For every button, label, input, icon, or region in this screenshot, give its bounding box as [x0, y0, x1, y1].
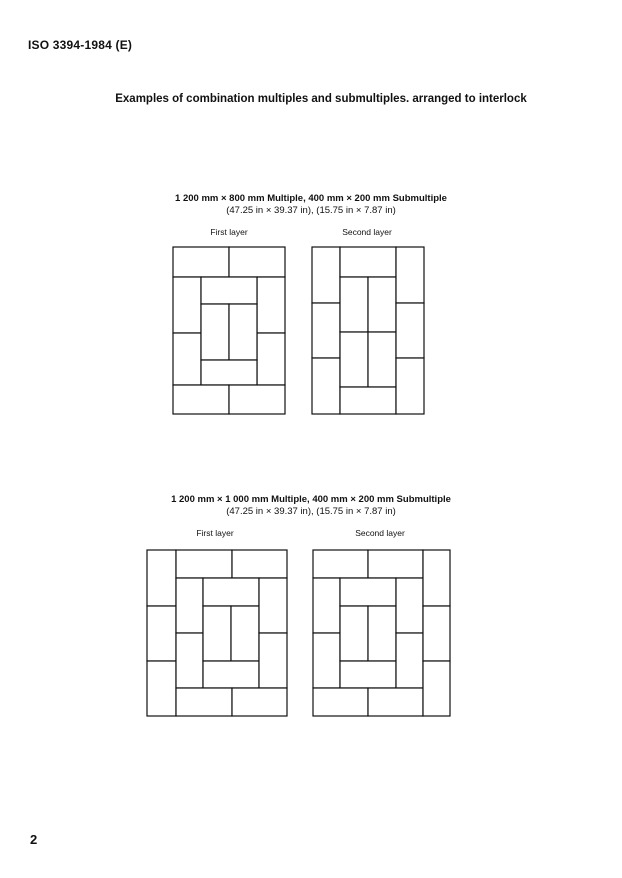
figure-1-caption [96, 193, 526, 217]
pallet-block [257, 333, 285, 385]
pallet-block [312, 303, 340, 358]
pallet-block [229, 247, 285, 277]
figure-1-second-layer-pattern [311, 246, 425, 416]
pallet-block [312, 358, 340, 414]
figure-2-first-layer-label: First layer [196, 528, 234, 538]
pallet-block [396, 303, 424, 358]
pallet-block [259, 578, 287, 633]
figure-2-caption [96, 494, 526, 518]
pallet-block [232, 688, 287, 716]
pallet-block [423, 606, 450, 661]
pallet-block [340, 661, 396, 688]
pallet-block [173, 333, 201, 385]
pallet-block [176, 688, 232, 716]
pallet-block [229, 385, 285, 414]
pallet-block [173, 277, 201, 333]
pallet-block [201, 360, 257, 385]
pallet-block [423, 550, 450, 606]
pallet-block [147, 550, 176, 606]
pallet-block [201, 277, 257, 304]
pallet-block [147, 606, 176, 661]
pallet-block [368, 606, 396, 661]
pallet-block [203, 661, 259, 688]
pallet-block [396, 247, 424, 303]
pallet-block [173, 385, 229, 414]
pallet-block [396, 358, 424, 414]
pallet-block [340, 247, 396, 277]
figure-2-caption-imperial: (47.25 in × 39.37 in), (15.75 in × 7.87 in) [226, 506, 396, 517]
pallet-block [340, 277, 368, 332]
page-number: 2 [30, 832, 38, 847]
pallet-block [313, 633, 340, 688]
document-header: ISO 3394-1984 (E) [28, 38, 133, 52]
pallet-block [229, 304, 257, 360]
pallet-block [313, 578, 340, 633]
pallet-block [232, 550, 287, 578]
pallet-block [340, 606, 368, 661]
figure-1-caption-imperial: (47.25 in × 39.37 in), (15.75 in × 7.87 in) [226, 205, 396, 216]
pallet-block [147, 661, 176, 716]
figure-1-first-layer-pattern [172, 246, 286, 416]
pallet-block [201, 304, 229, 360]
figure-1-first-layer-label: First layer [210, 227, 248, 237]
pallet-block [340, 387, 396, 414]
pallet-block [340, 578, 396, 606]
figure-1-second-layer-label: Second layer [342, 227, 392, 237]
pallet-block [257, 277, 285, 333]
pallet-block [312, 247, 340, 303]
figure-2-first-layer-pattern [146, 549, 288, 719]
pallet-block [173, 247, 229, 277]
pallet-block [396, 633, 423, 688]
figure-2-second-layer-label: Second layer [355, 528, 405, 538]
pallet-block [368, 550, 423, 578]
pallet-block [368, 688, 423, 716]
pallet-block [259, 633, 287, 688]
pallet-block [340, 332, 368, 387]
pallet-block [203, 606, 231, 661]
pallet-block [396, 578, 423, 633]
pallet-block [176, 550, 232, 578]
pallet-block [313, 550, 368, 578]
figure-1-caption-dimensions: 1 200 mm × 800 mm Multiple, 400 mm × 200 mm Submultiple [175, 193, 447, 204]
pallet-block [176, 633, 203, 688]
pallet-block [368, 332, 396, 387]
pallet-block [176, 578, 203, 633]
pallet-block [423, 661, 450, 716]
figure-2-caption-dimensions: 1 200 mm × 1 000 mm Multiple, 400 mm × 200 mm Submultiple [171, 494, 451, 505]
pallet-block [313, 688, 368, 716]
pallet-block [231, 606, 259, 661]
pallet-block [368, 277, 396, 332]
section-title: Examples of combination multiples and submultiples. arranged to interlock [115, 93, 527, 105]
figure-2-second-layer-pattern [312, 549, 452, 719]
pallet-block [203, 578, 259, 606]
